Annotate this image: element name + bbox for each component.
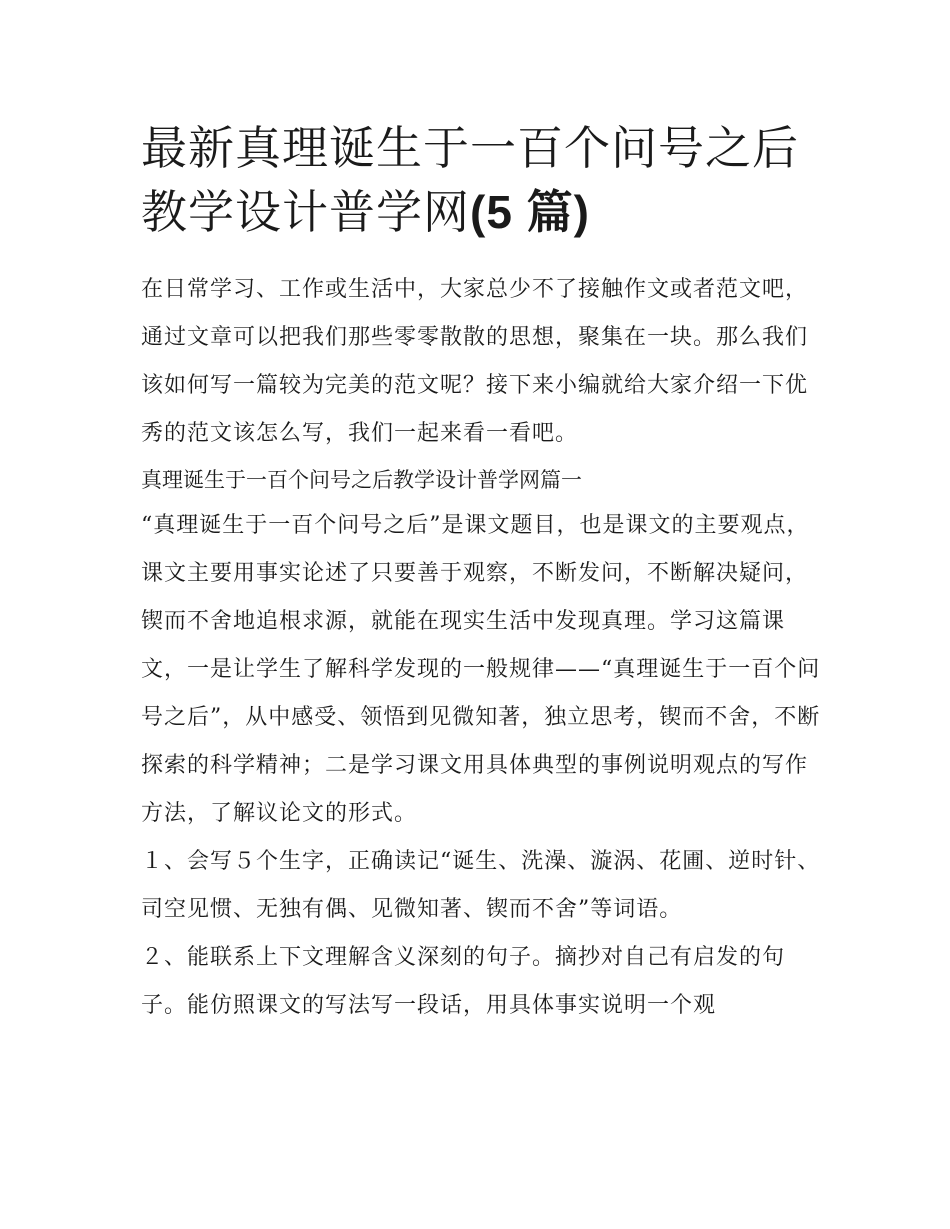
- document-body: [141, 116, 821, 1030]
- intro-paragraph: 在日常学习、工作或生活中，大家总少不了接触作文或者范文吧，通过文章可以把我们那些零零散散的思想，聚集在一块。那么我们该如何写一篇较为完美的范文呢？接下来小编就给大家介绍一下优秀的范文该怎么写，我们一起来看一看吧。: [141, 277, 809, 446]
- list-item-2: ２、能联系上下文理解含义深刻的句子。摘抄对自己有启发的句子。能仿照课文的写法写一段话，用具体事实说明一个观: [141, 945, 786, 1018]
- section-heading: 真理诞生于一百个问号之后教学设计普学网篇一: [141, 468, 582, 492]
- body-paragraph-1: “真理诞生于一百个问号之后”是课文题目，也是课文的主要观点，课文主要用事实论述了只要善于观察，不断发问，不断解决疑问，锲而不舍地追根求源，就能在现实生活中发现真理。学习这篇课文，一是让学生了解科学发现的一般规律——“真理诞生于一百个问号之后”，从中感受、领悟到见微知著，独立思考，锲而不舍，不断探索的科学精神；二是学习课文用具体典型的事例说明观点的写作方法，了解议论文的形式。: [141, 513, 821, 826]
- title-main: 最新真理诞生于一百个问号之后教学设计普学网: [141, 121, 799, 239]
- list-item-1: １、会写５个生字，正确读记“诞生、洗澡、漩涡、花圃、逆时针、司空见惯、无独有偶、见微知著、锲而不舍”等词语。: [141, 849, 821, 922]
- document-title: [141, 116, 821, 244]
- title-suffix: (5 篇): [470, 186, 590, 238]
